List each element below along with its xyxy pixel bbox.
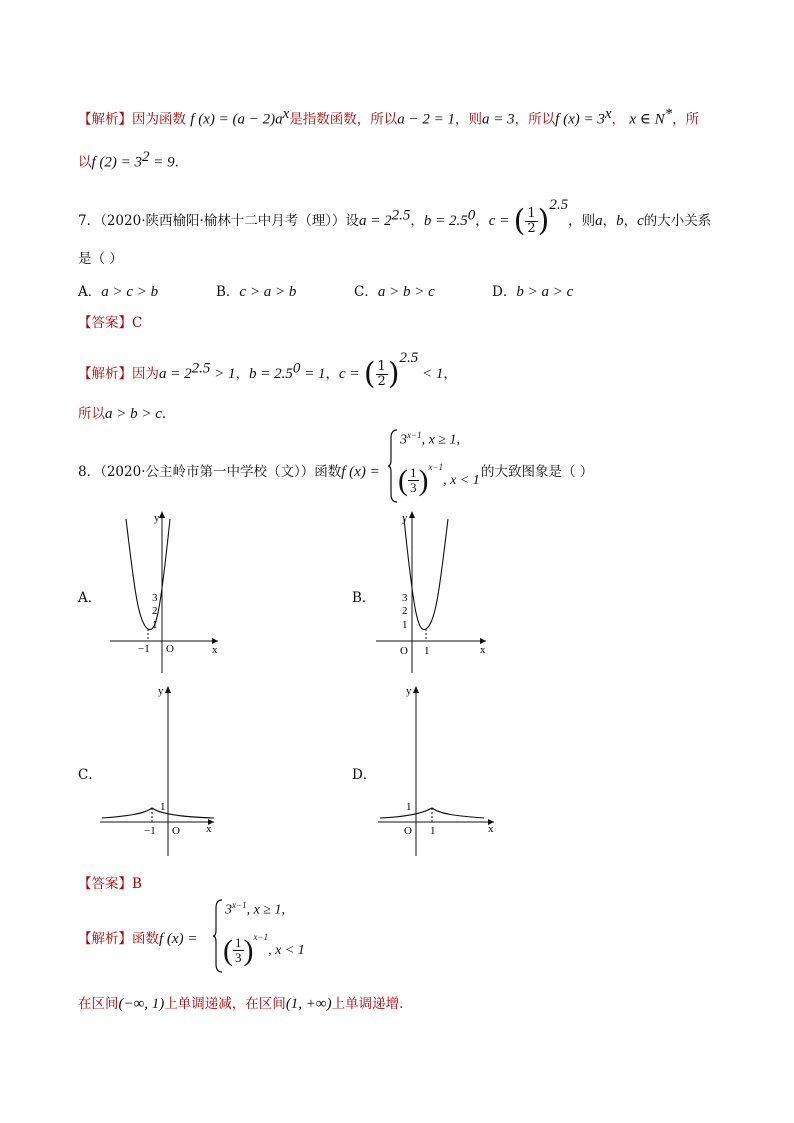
math: f (x) = [341,464,380,480]
math: f (x) = 3 [555,111,605,128]
math: c = [488,213,510,229]
option-c[interactable] [354,280,492,301]
math: , x < 1 [268,943,305,958]
graph-a-svg [100,505,230,675]
tick-label: 1 [430,825,436,837]
denominator: 2 [377,374,386,389]
option-expr: a > c > b [101,284,159,300]
option-expr: a > b > c [377,284,435,300]
question-number: 8． [78,464,101,480]
y-arrow-icon [409,511,415,518]
fraction [376,360,388,389]
math: , x ≥ 1, [246,902,285,918]
curve [126,519,170,630]
tick-label: 3 [402,592,408,604]
axis-label-x: x [480,644,486,656]
question-source: （2020·公主岭市第一中学校（文））函数 [100,464,342,480]
origin-label: O [172,825,180,837]
sup: x−1 [253,932,269,942]
q7-stem-line2: 是（ ） [78,251,123,267]
tick-label: −1 [138,643,150,655]
paren: ) [537,203,550,239]
origin-label: O [404,825,412,837]
tick-label: 2 [152,605,158,617]
graph-d-svg [376,680,506,860]
math: a = 2 [359,213,392,229]
q8-piecewise [388,428,480,504]
piece-2 [398,462,480,496]
axis-label-y: y [158,685,164,697]
option-a[interactable] [78,280,216,301]
curve [102,808,214,818]
option-b[interactable] [216,280,354,301]
tick-label: 2 [402,605,408,617]
math: b = 2.5 [249,366,293,382]
numerator: 1 [235,935,242,951]
sup: 0 [467,207,476,224]
paren: ( [513,203,526,239]
option-d[interactable] [492,280,630,301]
tick-label: 1 [402,619,408,631]
option-label: C． [354,284,378,300]
y-arrow-icon [159,511,165,518]
graph-option-a[interactable] [100,505,230,679]
sup: 2.5 [391,207,411,224]
sup: x [282,106,290,122]
text: 以 [78,154,92,171]
text: ， [475,213,489,229]
graph-option-d-label[interactable]: D． [352,767,377,783]
graph-option-a-label[interactable]: A． [78,590,102,606]
text: 因为函数 [132,111,186,128]
sup: 2 [142,149,150,165]
answer-value: C [132,315,143,331]
q8-answer [78,872,142,892]
math: a = 2 [159,366,192,382]
interval: (1, +∞) [285,996,332,1012]
text: ， [410,213,424,229]
var-a: a [595,213,603,229]
math: c = [339,366,360,382]
graph-option-c[interactable] [98,680,228,864]
option-label: A． [78,284,102,300]
math: f (2) = 3 [91,154,143,171]
q7-options [78,280,630,301]
q7-answer [78,311,142,331]
option-label: B． [216,284,240,300]
math: , x ≥ 1, [421,432,460,448]
q8-stem [78,460,380,481]
paren: ( [398,463,408,497]
text: ，则 [455,111,483,128]
text: 是指数函数，所以 [289,111,398,128]
text: ，所以 [514,111,556,128]
denominator: 3 [410,480,417,496]
q8-analysis-conclusion [78,992,403,1013]
analysis-tag: 【解析】 [78,931,132,947]
text: ，则 [568,213,596,229]
numerator: 1 [527,206,536,221]
math: f (x) = (a − 2)a [190,111,283,128]
axis-label-y: y [402,512,408,524]
axis-label-x: x [212,644,218,656]
sup: 2.5 [549,197,569,213]
y-arrow-icon [165,686,171,693]
text: . [174,154,179,171]
piece-1 [225,900,285,919]
paren: ) [243,933,254,967]
sup: x−1 [232,900,247,910]
graph-option-c-label[interactable]: C． [78,767,102,783]
analysis-tag: 【解析】 [78,366,132,382]
axis-label-y: y [406,685,412,697]
piece-1 [400,430,460,449]
answer-value: B [132,876,142,892]
origin-label: O [400,645,408,657]
analysis-tag: 【解析】 [78,111,132,128]
question-number: 7． [78,213,101,229]
origin-label: O [166,643,174,655]
math: 3 [225,902,232,918]
math: < 1 [418,366,444,382]
sup: 2.5 [191,360,211,377]
q7-stem-line1: 7．（2020·陕西榆阳·榆林十二中月考（理））设$a = 2^{2.5}$，$b = 2.5^0$，c = ( $\frac{1}{2}$ )$^{2.5}$，则a，b，c的大小关系 [78,197,712,239]
sup: x [604,106,612,122]
text: 上单调递增. [331,996,404,1012]
q8-stem-tail: 的大致图象是（ ） [481,464,594,480]
fraction [525,207,537,236]
interval: (−∞, 1) [118,996,165,1012]
paren: ( [223,933,233,967]
fraction [233,936,244,965]
paren: ( [363,356,376,392]
text: 所以 [78,406,105,422]
graph-c-svg [98,680,228,860]
math: a = 3 [482,111,515,128]
numerator: 1 [410,465,417,481]
q6-analysis-line2 [78,149,179,172]
sup: x−1 [428,462,444,472]
tick-label: −1 [144,825,156,837]
math: > 1 [210,366,236,382]
graph-b-svg [374,505,504,675]
graph-option-b[interactable] [374,505,504,679]
axis-label-y: y [154,512,160,524]
text: 函数 [132,931,159,947]
text: ，所 [672,111,700,128]
paren: ) [387,356,400,392]
numerator: 1 [377,359,386,374]
option-expr: c > a > b [239,284,297,300]
tick-label: 1 [424,645,430,657]
brace-icon [213,898,223,974]
math: = 1 [300,366,326,382]
q7-conclusion [78,402,166,423]
math: a > b > c [105,406,162,422]
tick-label: 1 [406,801,412,813]
sup: x−1 [407,430,422,440]
sup: 2.5 [399,350,419,366]
paren: ) [418,463,429,497]
question-source: （2020·陕西榆阳·榆林十二中月考（理））设 [100,213,360,229]
text: 的大小关系 [643,213,712,229]
math: f (x) = [159,931,198,947]
math: = 9 [149,154,175,171]
tick-label: 1 [152,619,158,631]
axis-label-x: x [206,823,212,835]
math: b = 2.5 [423,213,468,229]
math: x ∈ N [629,111,665,128]
tick-label: 1 [160,801,166,813]
denominator: 3 [235,950,242,966]
math: 3 [400,432,407,448]
graph-option-b-label[interactable]: B． [352,590,376,606]
q7-analysis: 【解析】因为$a = 2^{2.5} > 1$，$b = 2.5^0 = 1$，c = ( $\frac{1}{2}$ )$^{2.5}$ < 1， [78,350,457,392]
text: 在区间 [78,996,119,1012]
option-expr: b > a > c [516,284,574,300]
y-arrow-icon [413,686,419,693]
text: 因为 [132,366,159,382]
axis-label-x: x [488,823,494,835]
denominator: 2 [527,221,536,236]
var-b: b [616,213,624,229]
q6-analysis-line1 [78,106,699,129]
text: 上单调递减，在区间 [164,996,286,1012]
tick-label: 3 [152,592,158,604]
brace-icon [388,428,398,504]
option-label: D． [492,284,517,300]
var-c: c [637,213,644,229]
answer-tag: 【答案】 [78,876,132,892]
q8-analysis-piecewise [213,898,305,974]
graph-option-d[interactable] [376,680,506,864]
text: . [161,406,167,422]
q8-analysis [78,927,197,948]
text: ， [611,111,626,128]
sup: 0 [292,360,301,377]
answer-tag: 【答案】 [78,315,132,331]
sup: * [664,106,673,122]
math: , x < 1 [443,473,480,488]
curve [404,519,448,630]
piece-2 [223,932,305,966]
fraction [408,466,419,495]
math: a − 2 = 1 [397,111,456,128]
